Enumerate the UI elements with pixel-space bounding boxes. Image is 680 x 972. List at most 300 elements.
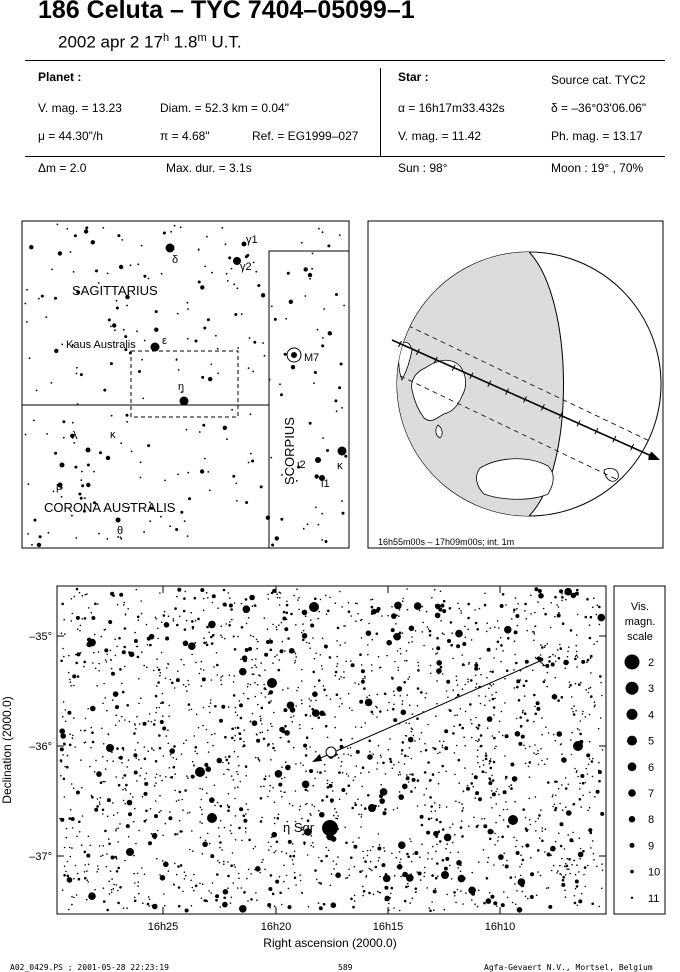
field-star xyxy=(127,800,133,806)
field-star xyxy=(450,852,452,854)
field-star xyxy=(493,901,497,905)
field-star xyxy=(474,609,476,611)
field-star xyxy=(416,717,419,720)
field-star xyxy=(319,812,325,818)
field-star xyxy=(128,812,132,816)
field-star xyxy=(503,891,505,893)
field-star xyxy=(394,875,396,877)
field-star xyxy=(552,695,554,697)
field-star xyxy=(541,840,544,843)
field-star xyxy=(231,833,233,835)
field-star xyxy=(467,617,470,620)
field-star xyxy=(369,695,371,697)
field-star xyxy=(99,845,101,847)
field-star xyxy=(65,709,67,711)
field-star xyxy=(597,641,599,643)
field-star xyxy=(576,589,579,592)
field-star xyxy=(84,742,86,744)
field-star xyxy=(325,847,327,849)
magnitude-sample-2 xyxy=(625,655,640,670)
field-star xyxy=(573,713,576,716)
field-star xyxy=(391,853,393,855)
field-star xyxy=(516,718,518,720)
magnitude-sample-10 xyxy=(630,870,634,874)
field-star xyxy=(556,872,558,874)
field-star xyxy=(580,720,582,722)
field-star xyxy=(106,853,108,855)
field-star xyxy=(593,853,595,855)
field-star xyxy=(488,829,494,835)
field-star xyxy=(269,907,271,909)
field-star xyxy=(538,814,541,817)
bright-field-star xyxy=(207,813,217,823)
field-star xyxy=(548,905,552,909)
field-star xyxy=(568,593,570,595)
field-star xyxy=(343,677,345,679)
field-star xyxy=(568,868,570,870)
field-star xyxy=(377,891,379,893)
field-star xyxy=(485,696,487,698)
field-star xyxy=(194,751,196,753)
field-star xyxy=(264,617,266,619)
field-star xyxy=(341,703,343,705)
field-star xyxy=(525,748,527,750)
field-star xyxy=(231,865,233,867)
field-star xyxy=(423,876,425,878)
field-star xyxy=(194,597,197,600)
bright-field-star xyxy=(508,815,518,825)
field-star xyxy=(281,766,283,768)
field-star xyxy=(435,604,437,606)
field-star xyxy=(228,762,230,764)
field-star xyxy=(128,651,131,654)
sun-elongation: Sun : 98° xyxy=(398,161,448,175)
field-star xyxy=(437,753,439,755)
field-star xyxy=(363,687,366,690)
field-star xyxy=(214,705,217,708)
field-star xyxy=(393,691,395,693)
field-star xyxy=(372,713,374,715)
field-star xyxy=(444,746,448,750)
field-star xyxy=(454,834,456,836)
field-star xyxy=(483,764,485,766)
field-star xyxy=(68,817,71,820)
bright-field-star xyxy=(368,804,376,812)
field-star xyxy=(590,832,593,835)
field-star xyxy=(471,892,475,896)
field-star xyxy=(548,887,550,889)
field-star xyxy=(237,727,240,730)
field-star xyxy=(180,830,183,833)
field-star xyxy=(159,874,161,876)
field-star xyxy=(414,740,416,742)
field-star xyxy=(506,669,509,672)
field-star xyxy=(574,768,576,770)
field-star xyxy=(417,687,420,690)
field-star xyxy=(75,654,77,656)
field-star xyxy=(244,611,246,613)
field-star xyxy=(268,701,271,704)
field-star xyxy=(585,616,588,619)
field-star xyxy=(241,603,243,605)
field-star xyxy=(399,851,401,853)
field-star xyxy=(482,770,485,773)
field-star xyxy=(217,758,223,764)
field-star xyxy=(494,748,496,750)
field-star xyxy=(589,714,591,716)
field-star xyxy=(302,781,310,789)
field-star xyxy=(224,638,226,640)
field-star xyxy=(195,662,197,664)
field-star xyxy=(391,887,394,890)
field-star xyxy=(195,885,198,888)
field-star xyxy=(255,846,257,848)
field-star xyxy=(537,849,540,852)
field-star xyxy=(241,626,244,629)
field-star xyxy=(571,708,573,710)
field-star xyxy=(108,620,112,624)
field-star xyxy=(559,803,561,805)
field-star xyxy=(477,756,479,758)
field-star xyxy=(489,838,492,841)
field-star xyxy=(555,740,557,742)
field-star xyxy=(192,850,194,852)
field-star xyxy=(161,780,163,782)
field-star xyxy=(225,623,227,625)
field-star xyxy=(186,690,188,692)
field-star xyxy=(365,699,373,707)
field-star xyxy=(361,680,365,684)
field-star xyxy=(185,909,189,913)
field-star xyxy=(408,723,410,725)
field-star xyxy=(462,642,466,646)
field-star xyxy=(544,764,546,766)
field-star xyxy=(246,878,248,880)
field-star xyxy=(82,595,84,597)
field-star xyxy=(510,876,513,879)
field-star xyxy=(438,772,440,774)
field-star xyxy=(65,721,67,723)
field-star xyxy=(126,907,128,909)
field-star xyxy=(219,906,221,908)
field-star xyxy=(227,875,230,878)
field-star xyxy=(589,807,591,809)
field-star xyxy=(227,809,230,812)
field-star xyxy=(379,798,385,804)
field-star xyxy=(433,909,435,911)
field-star xyxy=(337,856,339,858)
field-star xyxy=(234,866,236,868)
field-star xyxy=(597,604,599,606)
field-star xyxy=(195,746,198,749)
field-star xyxy=(183,743,185,745)
field-star xyxy=(325,595,327,597)
field-star xyxy=(580,806,582,808)
field-star xyxy=(431,901,433,903)
field-star xyxy=(575,710,577,712)
field-star xyxy=(122,747,125,750)
field-star xyxy=(435,715,437,717)
field-star xyxy=(348,754,350,756)
field-star xyxy=(142,796,144,798)
field-star xyxy=(397,650,399,652)
field-star xyxy=(137,885,139,887)
field-star xyxy=(329,597,331,599)
field-star xyxy=(306,642,308,644)
field-star xyxy=(100,797,102,799)
field-star xyxy=(243,741,245,743)
field-star xyxy=(550,846,556,852)
field-star xyxy=(214,805,216,807)
field-star xyxy=(164,905,166,907)
field-star xyxy=(234,798,236,800)
field-star xyxy=(77,628,79,630)
field-star xyxy=(557,614,561,618)
field-star xyxy=(438,673,440,675)
field-star xyxy=(165,678,167,680)
field-star xyxy=(477,727,480,730)
field-star xyxy=(68,877,70,879)
field-star xyxy=(379,667,381,669)
field-star xyxy=(276,841,279,844)
field-star xyxy=(63,874,66,877)
field-star xyxy=(560,744,562,746)
field-star xyxy=(500,604,504,608)
field-star xyxy=(542,830,544,832)
field-star xyxy=(143,665,145,667)
field-star xyxy=(295,763,297,765)
field-star xyxy=(465,892,467,894)
field-star xyxy=(76,588,79,591)
field-star xyxy=(361,664,363,666)
field-star xyxy=(467,603,470,606)
field-star xyxy=(270,759,272,761)
field-star xyxy=(446,690,448,692)
field-star xyxy=(264,869,266,871)
field-star xyxy=(157,638,159,640)
field-star xyxy=(234,735,236,737)
field-star xyxy=(281,622,283,624)
field-star xyxy=(326,614,328,616)
field-star xyxy=(250,873,252,875)
field-star xyxy=(258,758,260,760)
field-star xyxy=(111,668,113,670)
field-star xyxy=(474,775,478,779)
field-star xyxy=(111,856,115,860)
field-star xyxy=(164,622,170,628)
field-star xyxy=(540,809,542,811)
field-star xyxy=(502,735,504,737)
field-star xyxy=(511,784,513,786)
field-star xyxy=(72,827,74,829)
field-star xyxy=(522,846,524,848)
field-star xyxy=(520,679,522,681)
field-star xyxy=(420,751,422,753)
field-star xyxy=(208,632,210,634)
field-star xyxy=(280,791,282,793)
field-star xyxy=(458,759,461,762)
field-star xyxy=(197,618,200,621)
field-star xyxy=(140,600,142,602)
field-star xyxy=(453,689,455,691)
field-star xyxy=(585,782,587,784)
field-star xyxy=(587,659,590,662)
field-star xyxy=(501,711,503,713)
field-star xyxy=(217,802,219,804)
field-star xyxy=(287,687,289,689)
field-star xyxy=(309,813,311,815)
field-star xyxy=(412,853,414,855)
field-star xyxy=(154,785,156,787)
field-star xyxy=(519,866,521,868)
field-star xyxy=(278,814,280,816)
field-star xyxy=(272,747,275,750)
field-star xyxy=(484,704,486,706)
field-star xyxy=(491,775,493,777)
field-star xyxy=(429,796,432,799)
field-star xyxy=(76,836,78,838)
field-star xyxy=(419,738,421,740)
field-star xyxy=(269,691,273,695)
field-star xyxy=(483,824,487,828)
field-star xyxy=(155,782,157,784)
field-star xyxy=(168,816,172,820)
planet-heading: Planet : xyxy=(38,70,82,84)
field-star xyxy=(297,687,299,689)
field-star xyxy=(198,727,200,729)
field-star xyxy=(400,774,402,776)
field-star xyxy=(589,758,591,760)
field-star xyxy=(200,668,202,670)
field-star xyxy=(527,844,529,846)
field-star xyxy=(73,787,75,789)
field-star xyxy=(176,596,178,598)
field-star xyxy=(407,856,410,859)
field-star xyxy=(472,773,474,775)
field-star xyxy=(477,741,479,743)
field-star xyxy=(274,802,276,804)
label-scorpius: SCORPIUS xyxy=(282,417,297,485)
field-star xyxy=(561,784,563,786)
field-star xyxy=(174,773,176,775)
field-star xyxy=(566,810,572,816)
field-star xyxy=(224,827,226,829)
field-star xyxy=(97,603,99,605)
field-star xyxy=(186,620,188,622)
field-star xyxy=(138,619,140,621)
field-star xyxy=(393,718,397,722)
field-star xyxy=(286,612,289,615)
field-star xyxy=(85,718,87,720)
field-star xyxy=(243,819,247,823)
field-star xyxy=(371,711,374,714)
field-star xyxy=(488,781,492,785)
field-star xyxy=(429,630,432,633)
field-star xyxy=(94,889,96,891)
field-star xyxy=(188,642,196,650)
field-star xyxy=(259,872,261,874)
field-star xyxy=(248,869,250,871)
field-star xyxy=(90,747,92,749)
field-star xyxy=(320,599,322,601)
field-star xyxy=(61,632,63,634)
field-star xyxy=(225,756,227,758)
field-star xyxy=(151,747,153,749)
ytick-37: –37° xyxy=(29,851,52,863)
field-star xyxy=(525,680,528,683)
field-star xyxy=(490,671,492,673)
field-star xyxy=(124,788,126,790)
field-star xyxy=(347,877,349,879)
field-star xyxy=(301,703,303,705)
field-star xyxy=(128,759,130,761)
field-star xyxy=(295,790,297,792)
field-star xyxy=(467,629,469,631)
label-kappa-cra: κ xyxy=(110,429,116,441)
field-star xyxy=(424,771,427,774)
magnitude-sample-11 xyxy=(631,897,633,899)
label-lambda: λ xyxy=(72,430,78,442)
field-star xyxy=(124,666,126,668)
field-star xyxy=(209,797,215,803)
field-star xyxy=(548,732,550,734)
field-star xyxy=(115,828,117,830)
field-star xyxy=(263,684,265,686)
field-star xyxy=(149,644,152,647)
field-star xyxy=(417,662,419,664)
field-star xyxy=(183,684,185,686)
field-star xyxy=(576,666,578,668)
field-star xyxy=(107,798,111,802)
field-star xyxy=(328,850,330,852)
field-star xyxy=(393,635,395,637)
field-star xyxy=(551,663,555,667)
field-star xyxy=(116,858,118,860)
field-star xyxy=(425,697,427,699)
field-star xyxy=(323,903,326,906)
field-star xyxy=(394,661,396,663)
star-declination: δ = –36°03'06.06" xyxy=(551,101,647,115)
field-star xyxy=(579,858,581,860)
field-star xyxy=(95,668,97,670)
field-star xyxy=(85,594,87,596)
field-star xyxy=(480,703,482,705)
field-star xyxy=(539,837,541,839)
field-star xyxy=(553,865,555,867)
field-star xyxy=(87,881,89,883)
field-star xyxy=(596,614,598,616)
field-star xyxy=(464,664,466,666)
field-star xyxy=(582,795,584,797)
field-star xyxy=(464,767,466,769)
field-star xyxy=(318,810,320,812)
field-star xyxy=(486,677,488,679)
field-star xyxy=(567,656,569,658)
field-star xyxy=(240,659,242,661)
field-star xyxy=(308,906,310,908)
field-star xyxy=(234,751,236,753)
field-star xyxy=(88,892,96,900)
field-star xyxy=(535,625,537,627)
field-star xyxy=(196,714,198,716)
field-star xyxy=(336,811,338,813)
field-star xyxy=(496,905,498,907)
field-star xyxy=(237,756,239,758)
field-star xyxy=(397,667,399,669)
field-star xyxy=(571,732,573,734)
field-star xyxy=(206,729,208,731)
field-star xyxy=(237,786,239,788)
